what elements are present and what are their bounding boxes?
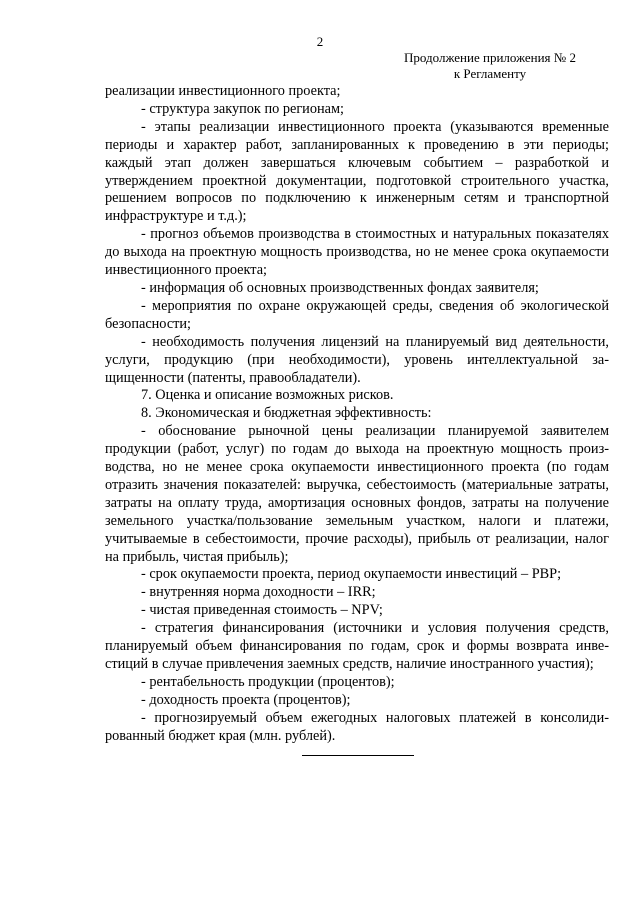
body-paragraph: - обоснование рыночной цены реализации планируемой заявителем продукции (работ, услуг) по годам до выхода на проектную мощность производства, но не менее срока окупаемости инвестиционного проекта (по годам отразить значения показателей: выручка, себестоимость (материальные затраты, затраты на оплату труда, амортизация основных фондов, затраты на получение земельного участка/пользование земельным участком, налоги и платежи, учитываемые в себестоимости, прочие расходы), прибыль от реализации, налог на прибыль, чистая прибыль); bbox=[105, 423, 609, 565]
body-paragraph: - чистая приведенная стоимость – NPV; bbox=[141, 602, 383, 619]
body-paragraph: - необходимость получения лицензий на планируемый вид деятельности, услуги, продукцию (при необходимости), уровень интеллектуальной защищенности (патенты, правообладатели). bbox=[105, 333, 609, 386]
body-paragraph: - доходность проекта (процентов); bbox=[141, 691, 351, 708]
body-paragraph: - прогноз объемов производства в стоимостных и натуральных показателях до выхода на проектную мощность производства, но не менее срока окупаемости инвестиционного проекта; bbox=[105, 226, 609, 279]
body-paragraph: - информация об основных производственных фондах заявителя; bbox=[141, 279, 539, 296]
body-paragraph: - стратегия финансирования (источники и условия получения средств, планируемый объем финансирования по годам, срок и формы возврата инвестиций в случае привлечения заемных средств, наличие иностранного участия); bbox=[105, 620, 609, 672]
page-number: 2 bbox=[316, 34, 324, 49]
document-body bbox=[105, 83, 609, 746]
body-paragraph: - мероприятия по охране окружающей среды, сведения об экологической безопасности; bbox=[105, 297, 609, 332]
body-paragraph: - структура закупок по регионам; bbox=[141, 100, 344, 117]
body-paragraph: - внутренняя норма доходности – IRR; bbox=[141, 584, 376, 601]
body-paragraph: - прогнозируемый объем ежегодных налоговых платежей в консолидированный бюджет края (млн. рублей). bbox=[105, 709, 609, 744]
appendix-header-note bbox=[380, 50, 600, 82]
body-paragraph: - срок окупаемости проекта, период окупаемости инвестиций – PBP; bbox=[141, 566, 562, 583]
section-heading-risks: 7. Оценка и описание возможных рисков. bbox=[141, 387, 394, 404]
body-paragraph: - этапы реализации инвестиционного проекта (указываются временные периоды и характер работ, запланированных к проведению в эти периоды; каждый этап должен завершаться ключевым событием – разработкой и утверждением проектной документации, подготовкой строительного участка, решением вопросов по подключению к инженерным сетям и транспортной инфраструктуре и т.д.); bbox=[105, 118, 609, 225]
body-paragraph: - рентабельность продукции (процентов); bbox=[141, 673, 395, 690]
end-of-document-rule bbox=[302, 755, 414, 756]
appendix-continuation-label: Продолжение приложения № 2 bbox=[404, 50, 576, 65]
body-paragraph: реализации инвестиционного проекта; bbox=[105, 83, 341, 99]
section-heading-efficiency: 8. Экономическая и бюджетная эффективность: bbox=[141, 405, 432, 422]
appendix-regulation-label: к Регламенту bbox=[453, 66, 527, 81]
